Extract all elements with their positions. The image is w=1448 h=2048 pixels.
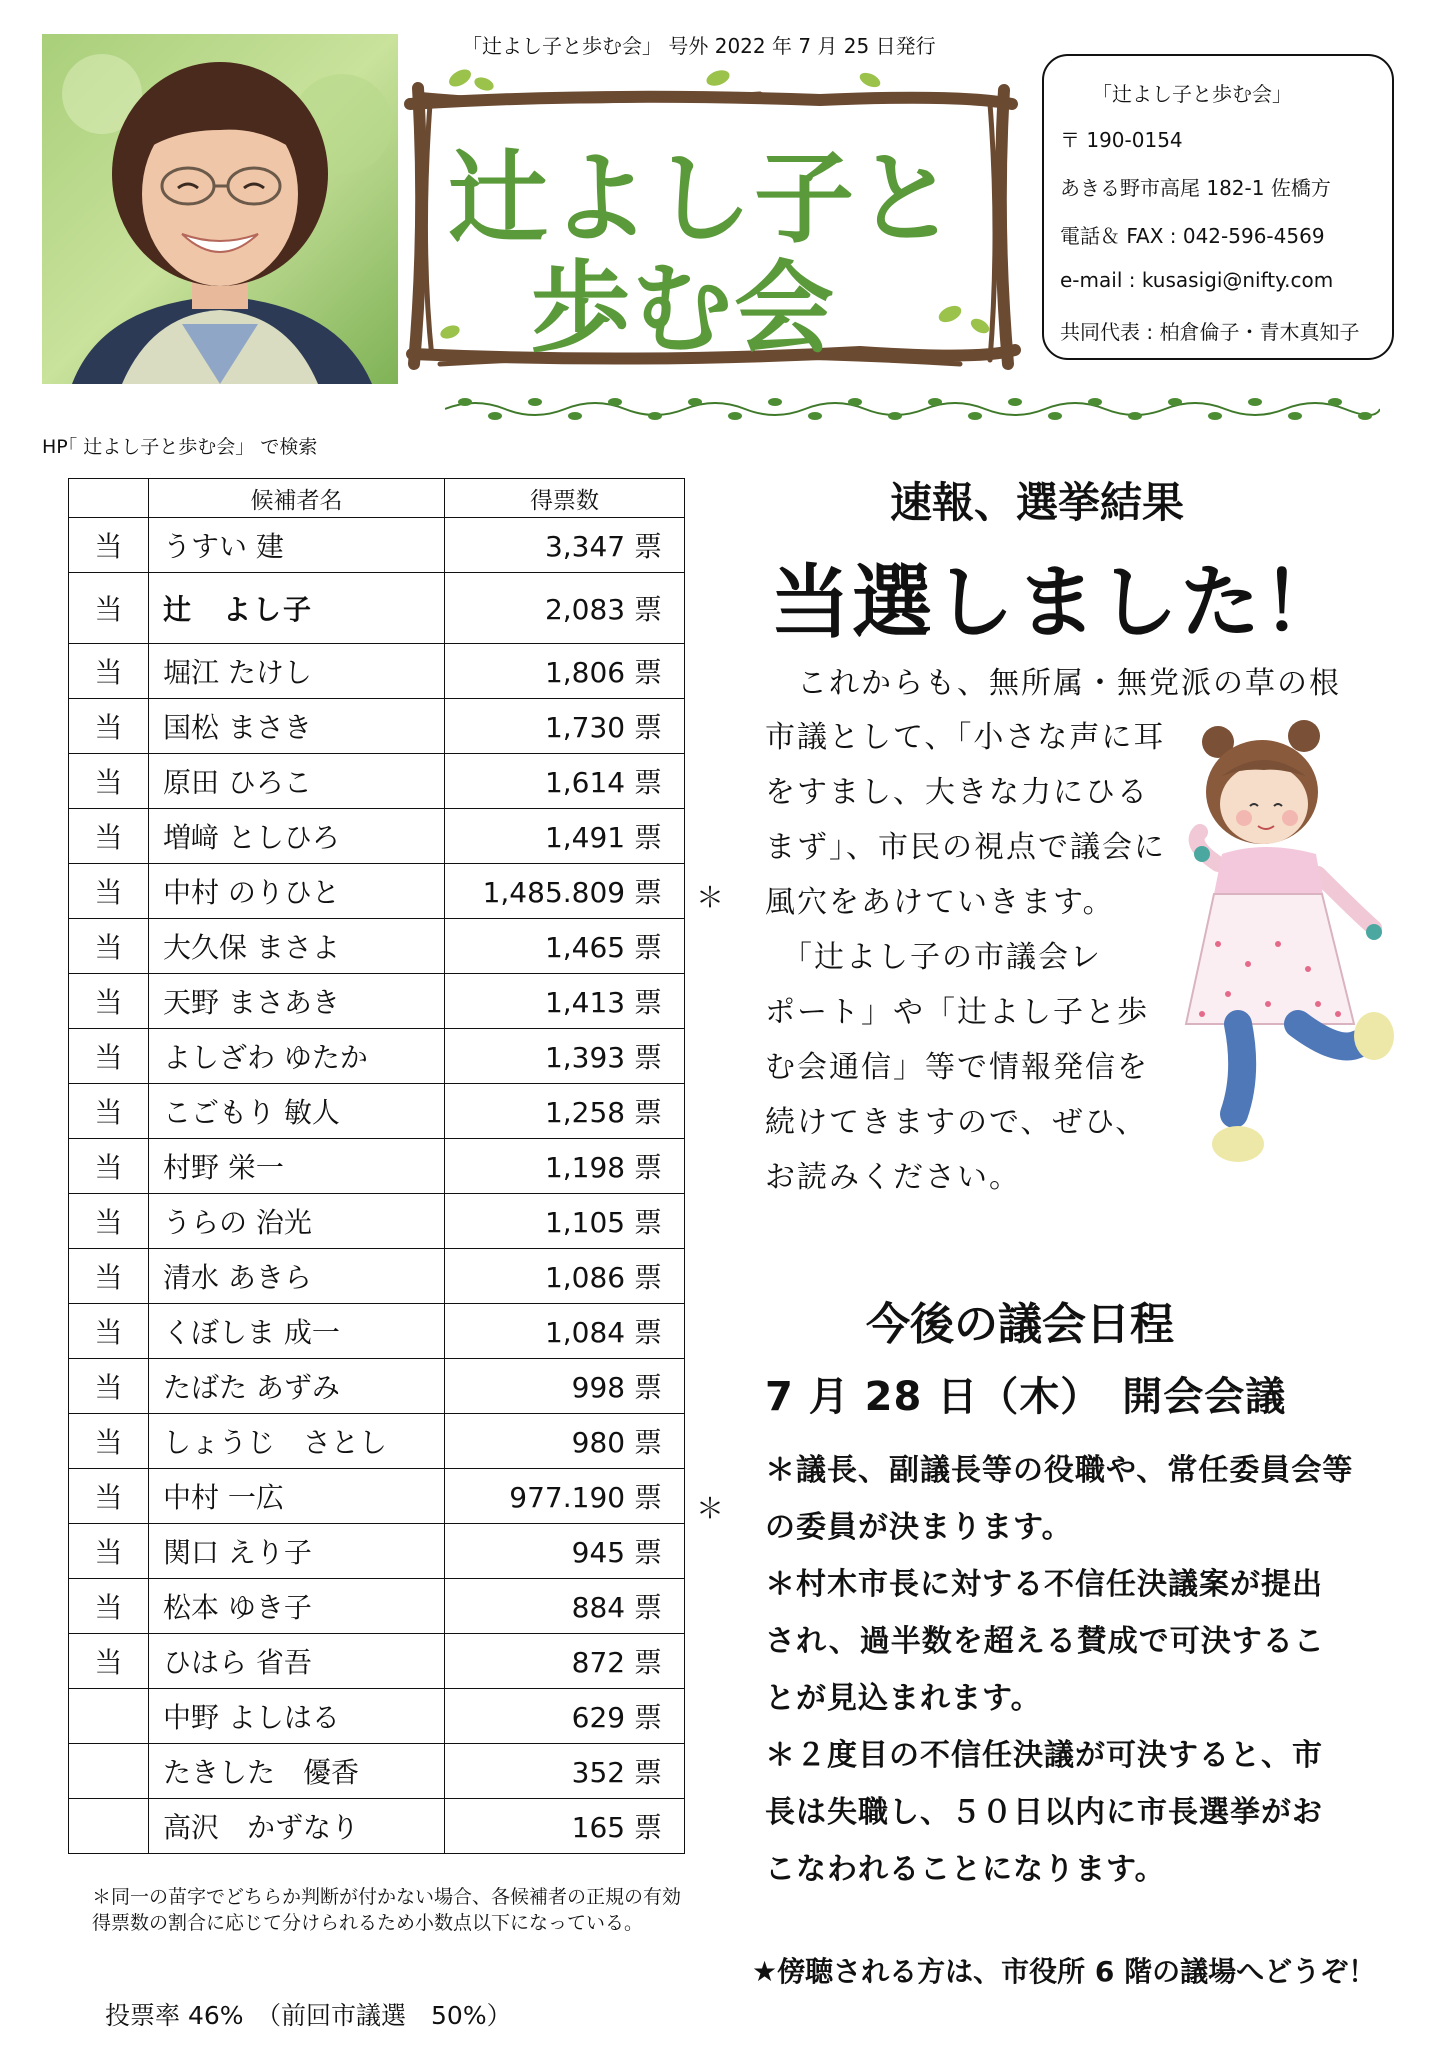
table-row xyxy=(69,1469,685,1524)
contact-reps: 共同代表 : 柏倉倫子・青木真知子 xyxy=(1060,320,1360,344)
table-row xyxy=(69,1359,685,1414)
table-row xyxy=(69,1579,685,1634)
candidate-name: たきした 優香 xyxy=(149,1744,445,1799)
body-line: 風穴をあけていきます。 xyxy=(765,885,1115,920)
vote-count: 884 票 xyxy=(445,1579,685,1634)
hp-search-note: HP｢ 辻よし子と歩む会」 で検索 xyxy=(42,436,318,458)
vote-count: 2,083 票 xyxy=(445,573,685,644)
candidate-name: 高沢 かずなり xyxy=(149,1799,445,1854)
vote-count: 165 票 xyxy=(445,1799,685,1854)
body-line: ポート」や「辻よし子と歩 xyxy=(765,995,1149,1030)
candidate-name: よしざわ ゆたか xyxy=(149,1029,445,1084)
header-votes: 得票数 xyxy=(445,479,685,518)
table-row xyxy=(69,1304,685,1359)
elected-mark: 当 xyxy=(69,754,149,809)
vote-count: 977.190 票 xyxy=(445,1469,685,1524)
candidate-name: 中村 一広 xyxy=(149,1469,445,1524)
candidate-name: 大久保 まさよ xyxy=(149,919,445,974)
table-header-row xyxy=(69,479,685,518)
table-row xyxy=(69,864,685,919)
candidate-name: 堀江 たけし xyxy=(149,644,445,699)
schedule-line: 長は失職し、５０日以内に市長選挙がお xyxy=(765,1795,1323,1830)
candidate-name: 関口 えり子 xyxy=(149,1524,445,1579)
asterisk-nakamura-kazuhiro: ＊ xyxy=(696,1492,725,1525)
candidate-name: 中村 のりひと xyxy=(149,864,445,919)
elected-mark: 当 xyxy=(69,864,149,919)
table-row xyxy=(69,919,685,974)
table-row xyxy=(69,1634,685,1689)
vote-count: 1,086 票 xyxy=(445,1249,685,1304)
candidate-name: 村野 栄一 xyxy=(149,1139,445,1194)
title-line-1: 辻よし子と xyxy=(448,140,958,257)
issue-line: 「辻よし子と歩む会」 号外 2022 年 7 月 25 日発行 xyxy=(462,34,936,58)
elected-mark xyxy=(69,1744,149,1799)
vote-count: 980 票 xyxy=(445,1414,685,1469)
title-line-2: 歩む会 xyxy=(530,250,836,367)
body-line: 「辻よし子の市議会レ xyxy=(765,940,1102,975)
candidate-name: 清水 あきら xyxy=(149,1249,445,1304)
header-name: 候補者名 xyxy=(149,479,445,518)
body-line: これからも、無所属・無党派の草の根 xyxy=(765,666,1341,701)
vote-count: 1,730 票 xyxy=(445,699,685,754)
table-row xyxy=(69,1084,685,1139)
vote-count: 1,413 票 xyxy=(445,974,685,1029)
table-row xyxy=(69,809,685,864)
vote-count: 1,393 票 xyxy=(445,1029,685,1084)
candidate-name: うすい 建 xyxy=(149,518,445,573)
elected-mark: 当 xyxy=(69,1194,149,1249)
vote-count: 352 票 xyxy=(445,1744,685,1799)
elected-mark: 当 xyxy=(69,573,149,644)
headline-sub: 速報、選挙結果 xyxy=(890,478,1185,527)
table-row xyxy=(69,1744,685,1799)
results-table xyxy=(68,478,685,1854)
vote-count: 3,347 票 xyxy=(445,518,685,573)
candidate-name: うらの 治光 xyxy=(149,1194,445,1249)
elected-mark xyxy=(69,1689,149,1744)
table-row xyxy=(69,1139,685,1194)
schedule-line: ＊議長、副議長等の役職や、常任委員会等 xyxy=(765,1453,1354,1488)
elected-mark: 当 xyxy=(69,809,149,864)
schedule-line: ＊２度目の不信任決議が可決すると、市 xyxy=(765,1738,1323,1773)
girl-illustration xyxy=(1178,714,1400,1176)
table-row xyxy=(69,754,685,809)
contact-org: 「辻よし子と歩む会」 xyxy=(1092,82,1292,106)
candidate-name: 松本 ゆき子 xyxy=(149,1579,445,1634)
elected-mark: 当 xyxy=(69,1414,149,1469)
body-line: 続けてきますので、ぜひ、 xyxy=(765,1105,1148,1140)
table-row xyxy=(69,1689,685,1744)
vote-count: 1,485.809 票 xyxy=(445,864,685,919)
vote-count: 1,105 票 xyxy=(445,1194,685,1249)
elected-mark: 当 xyxy=(69,1634,149,1689)
candidate-name: 国松 まさき xyxy=(149,699,445,754)
vote-count: 1,258 票 xyxy=(445,1084,685,1139)
table-row xyxy=(69,1414,685,1469)
vote-count: 1,491 票 xyxy=(445,809,685,864)
table-row xyxy=(69,974,685,1029)
candidate-name: くぼしま 成一 xyxy=(149,1304,445,1359)
elected-mark: 当 xyxy=(69,1139,149,1194)
candidate-name: 辻 よし子 xyxy=(149,573,445,644)
table-row xyxy=(69,1194,685,1249)
elected-mark xyxy=(69,1799,149,1854)
vote-count: 1,465 票 xyxy=(445,919,685,974)
body-line: む会通信」等で情報発信を xyxy=(765,1050,1149,1085)
elected-mark: 当 xyxy=(69,1359,149,1414)
candidate-photo xyxy=(42,34,398,384)
candidate-name: 中野 よしはる xyxy=(149,1689,445,1744)
candidate-name: 原田 ひろこ xyxy=(149,754,445,809)
candidate-name: しょうじ さとし xyxy=(149,1414,445,1469)
table-row xyxy=(69,644,685,699)
elected-mark: 当 xyxy=(69,1469,149,1524)
elected-mark: 当 xyxy=(69,699,149,754)
schedule-date: 7 月 28 日（木） 開会会議 xyxy=(765,1374,1287,1420)
headline-main: 当選しました！ xyxy=(770,556,1344,649)
vote-count: 1,198 票 xyxy=(445,1139,685,1194)
elected-mark: 当 xyxy=(69,1304,149,1359)
schedule-line: ＊村木市長に対する不信任決議案が提出 xyxy=(765,1567,1323,1602)
schedule-line: こなわれることになります。 xyxy=(765,1852,1166,1887)
table-row xyxy=(69,1249,685,1304)
table-row xyxy=(69,1799,685,1854)
candidate-name: こごもり 敏人 xyxy=(149,1084,445,1139)
table-row xyxy=(69,699,685,754)
table-row-highlight xyxy=(69,573,685,644)
schedule-line: の委員が決まります。 xyxy=(765,1510,1073,1545)
elected-mark: 当 xyxy=(69,1249,149,1304)
vote-count: 998 票 xyxy=(445,1359,685,1414)
elected-mark: 当 xyxy=(69,1029,149,1084)
schedule-title: 今後の議会日程 xyxy=(866,1299,1174,1350)
body-line: をすまし、大きな力にひる xyxy=(765,775,1149,810)
footnote: ＊同一の苗字でどちらか判断が付かない場合、各候補者の正規の有効得票数の割合に応じて分けられるため小数点以下になっている。 xyxy=(92,1886,682,1934)
candidate-name: 増﨑 としひろ xyxy=(149,809,445,864)
candidate-name: ひはら 省吾 xyxy=(149,1634,445,1689)
contact-address: あきる野市高尾 182-1 佐橋方 xyxy=(1060,176,1331,200)
table-row xyxy=(69,1029,685,1084)
contact-email: e-mail : kusasigi@nifty.com xyxy=(1060,268,1334,292)
schedule-line: され、過半数を超える賛成で可決するこ xyxy=(765,1624,1325,1659)
elected-mark: 当 xyxy=(69,1579,149,1634)
elected-mark: 当 xyxy=(69,919,149,974)
contact-tel: 電話＆ FAX : 042-596-4569 xyxy=(1060,224,1325,248)
turnout: 投票率 46% （前回市議選 50%） xyxy=(105,2001,512,2030)
vine-divider xyxy=(445,392,1380,426)
vote-count: 945 票 xyxy=(445,1524,685,1579)
asterisk-nakamura-norihito: ＊ xyxy=(696,881,725,914)
vote-count: 1,806 票 xyxy=(445,644,685,699)
vote-count: 1,084 票 xyxy=(445,1304,685,1359)
body-line: お読みください。 xyxy=(765,1160,1021,1195)
gallery-note: ★傍聴される方は、市役所 6 階の議場へどうぞ！ xyxy=(752,1955,1377,1988)
vote-count: 1,614 票 xyxy=(445,754,685,809)
table-row xyxy=(69,1524,685,1579)
vote-count: 872 票 xyxy=(445,1634,685,1689)
vote-count: 629 票 xyxy=(445,1689,685,1744)
table-row xyxy=(69,518,685,573)
body-line: 市議として、「小さな声に耳 xyxy=(765,720,1166,755)
candidate-name: 天野 まさあき xyxy=(149,974,445,1029)
elected-mark: 当 xyxy=(69,518,149,573)
elected-mark: 当 xyxy=(69,1084,149,1139)
elected-mark: 当 xyxy=(69,1524,149,1579)
header-mark xyxy=(69,479,149,518)
contact-postal: 〒 190-0154 xyxy=(1060,128,1183,152)
schedule-line: とが見込まれます。 xyxy=(765,1681,1042,1716)
elected-mark: 当 xyxy=(69,974,149,1029)
candidate-name: たばた あずみ xyxy=(149,1359,445,1414)
elected-mark: 当 xyxy=(69,644,149,699)
body-line: まず」、市民の視点で議会に xyxy=(765,830,1166,865)
